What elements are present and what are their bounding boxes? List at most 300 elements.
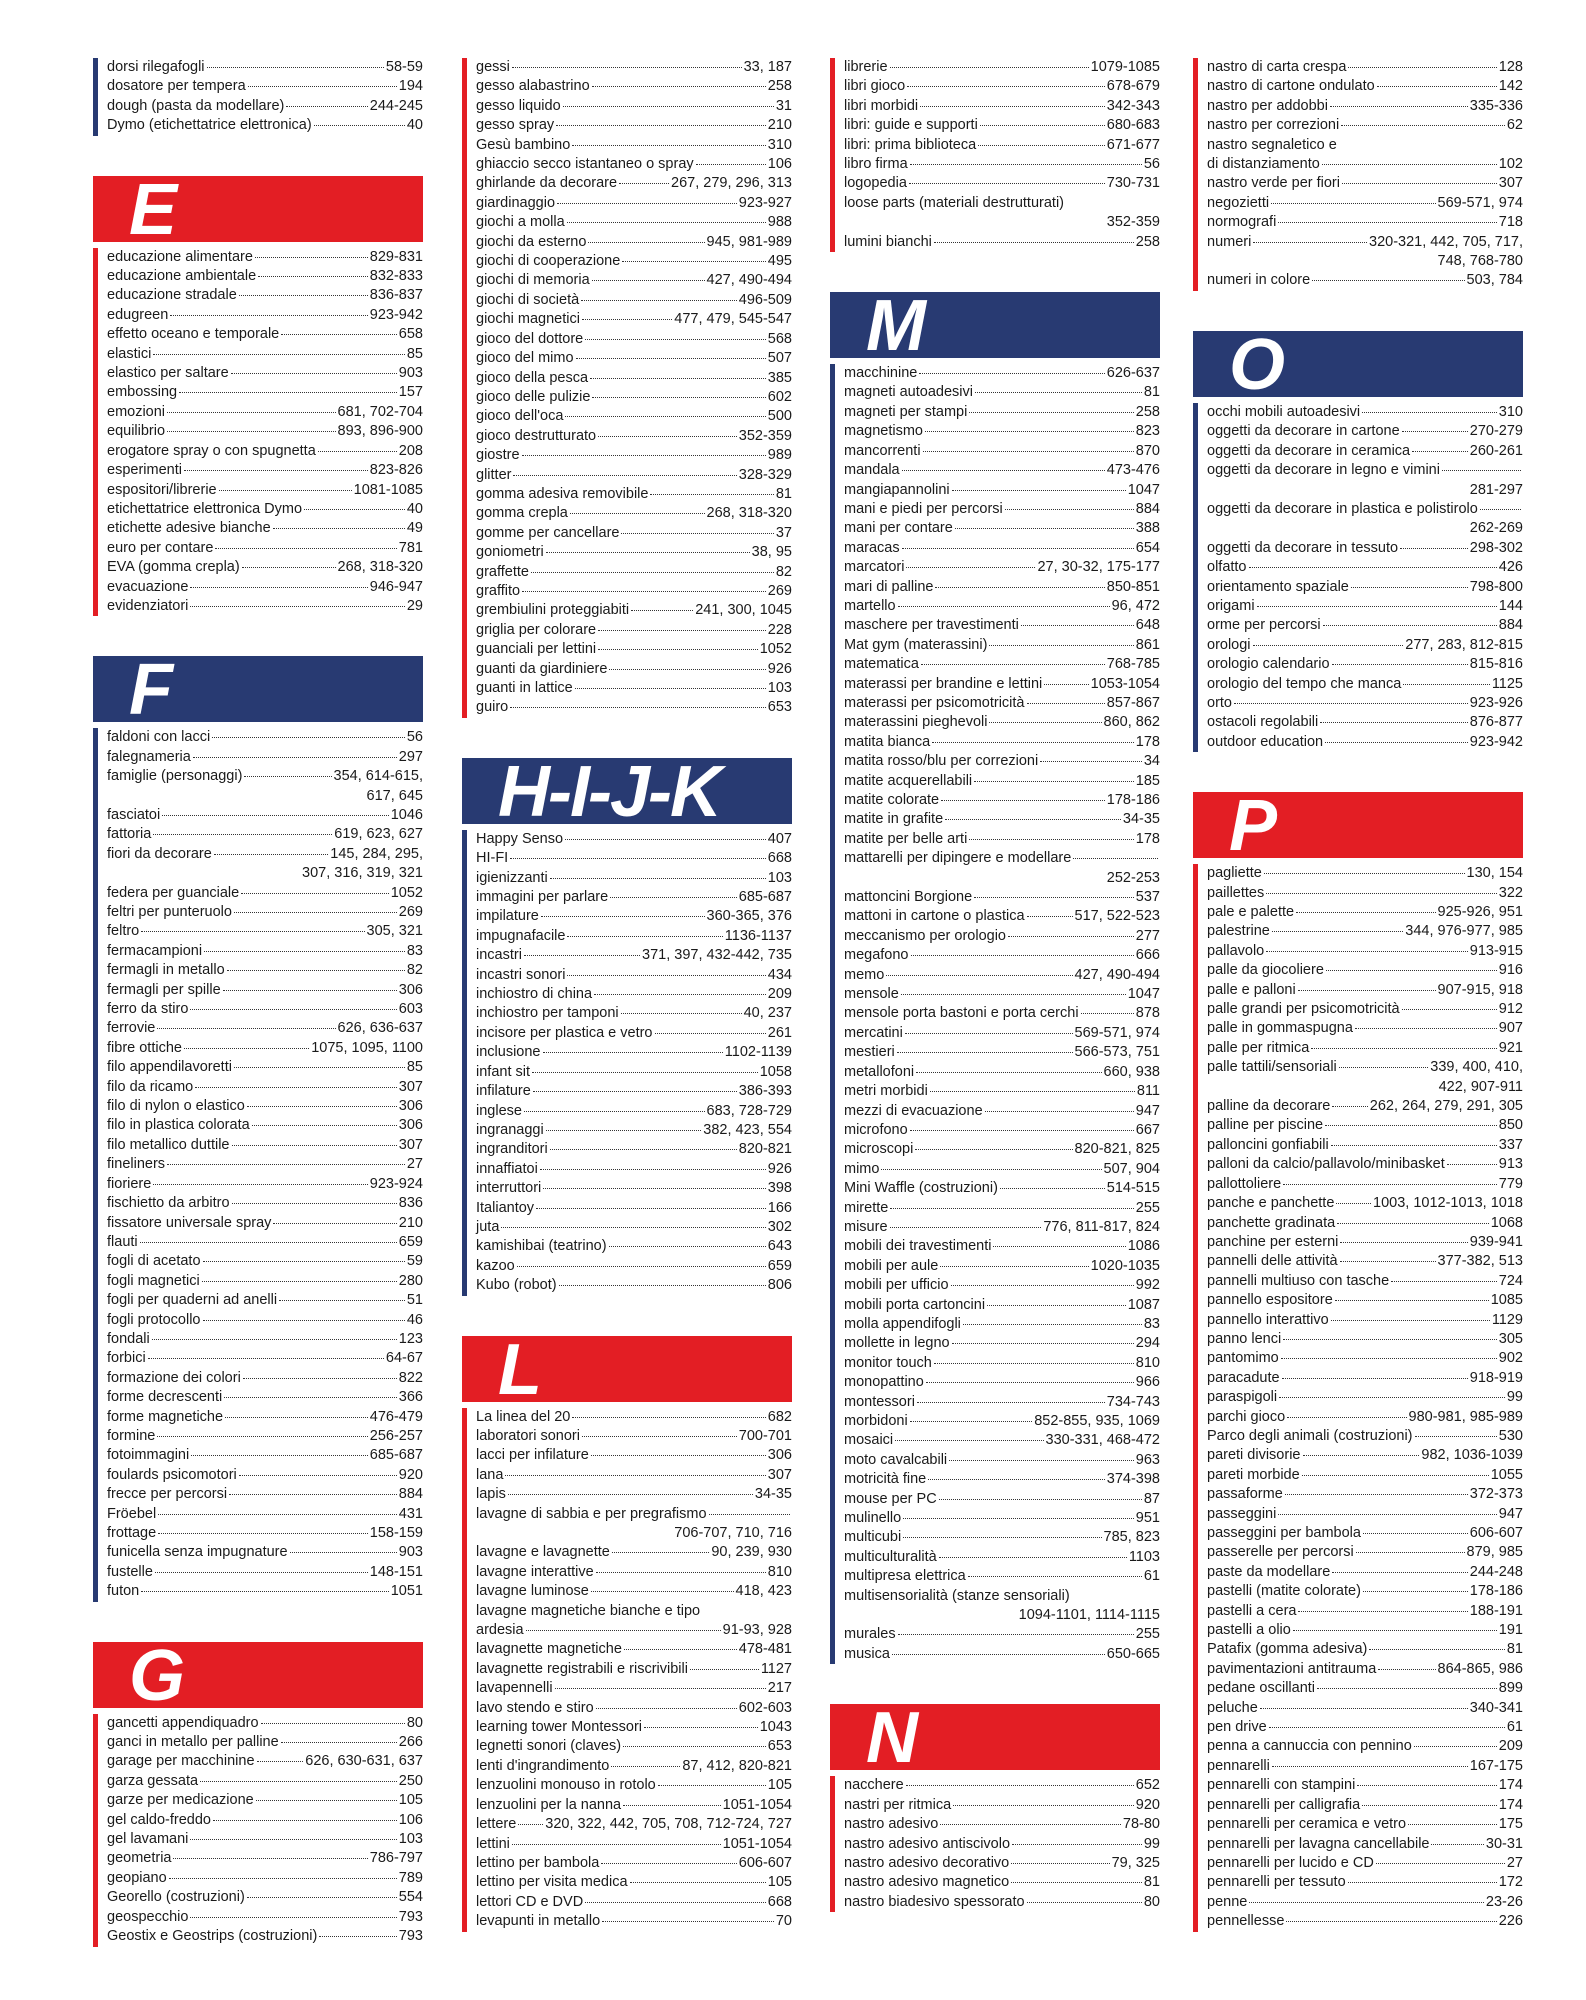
entry-term: monitor touch: [844, 1354, 932, 1371]
dot-leader: [247, 1897, 397, 1898]
index-entry: [476, 888, 792, 907]
section-letter: N: [866, 1698, 916, 1779]
entry-pages: 188-191: [1469, 1602, 1523, 1619]
entry-pages: 884: [1498, 617, 1523, 634]
entry-pages: 823-826: [369, 462, 423, 479]
index-entry: [1207, 1116, 1523, 1135]
entry-pages: 496-509: [738, 291, 792, 308]
entry-pages: 46: [406, 1311, 423, 1328]
index-entry: [1207, 77, 1523, 96]
index-entry: [107, 767, 423, 786]
entry-pages: 653: [767, 699, 792, 716]
dot-leader: [1431, 1844, 1483, 1845]
index-entry: [1207, 616, 1523, 635]
entry-pages: 174: [1498, 1796, 1523, 1813]
dot-leader: [513, 475, 736, 476]
entry-pages: 1051: [390, 1583, 423, 1600]
index-entry: [107, 1524, 423, 1543]
dot-leader: [557, 203, 737, 204]
entry-term: giochi di cooperazione: [476, 253, 621, 270]
index-entry: [844, 1024, 1160, 1043]
index-entry: [844, 116, 1160, 135]
entry-pages: 81: [1143, 1874, 1160, 1891]
entry-pages: 823: [1135, 423, 1160, 440]
dot-leader: [281, 1742, 397, 1743]
index-entry: [1207, 271, 1523, 290]
entry-pages: 768-785: [1106, 656, 1160, 673]
index-entry: [107, 481, 423, 500]
entry-pages: 178-186: [1469, 1583, 1523, 1600]
entry-pages: 810: [1135, 1354, 1160, 1371]
dot-leader: [215, 548, 396, 549]
entry-term: mari di palline: [844, 578, 934, 595]
dot-leader: [1348, 67, 1496, 68]
index-entry: [107, 922, 423, 941]
index-entry: [107, 845, 423, 864]
index-entry: [107, 1311, 423, 1330]
entry-term: fogli per quaderni ad anelli: [107, 1292, 278, 1309]
index-entry: [476, 310, 792, 329]
entry-pages: 776, 811-817, 824: [1043, 1218, 1160, 1235]
entry-term: educazione stradale: [107, 287, 237, 304]
entry-pages: 658: [398, 326, 423, 343]
entry-pages: 668: [767, 1893, 792, 1910]
index-entry: [1207, 1446, 1523, 1465]
entry-term: paracadute: [1207, 1369, 1280, 1386]
index-entry: [1207, 1854, 1523, 1873]
entry-pages: 878: [1135, 1005, 1160, 1022]
dot-leader: [941, 800, 1105, 801]
index-entry: [476, 1737, 792, 1756]
index-entry: [476, 1621, 792, 1640]
dot-leader: [590, 378, 766, 379]
entry-pages: 907: [1498, 1020, 1523, 1037]
index-entry: [107, 248, 423, 267]
index-entry: [476, 563, 792, 582]
entry-pages: 30-31: [1485, 1835, 1523, 1852]
dot-leader: [1332, 664, 1468, 665]
entry-list: [462, 830, 792, 1296]
entry-term: negozietti: [1207, 194, 1270, 211]
entry-term: lettino per visita medica: [476, 1874, 628, 1891]
entry-pages: 144: [1498, 597, 1523, 614]
entry-term: filo in plastica colorata: [107, 1117, 250, 1134]
entry-term: lavo stendo e stiro: [476, 1699, 594, 1716]
entry-pages: 789: [398, 1869, 423, 1886]
dot-leader: [241, 893, 389, 894]
entry-term: palle da giocoliere: [1207, 962, 1324, 979]
index-entry: [476, 155, 792, 174]
index-entry: [844, 1334, 1160, 1353]
index-entry: [476, 1004, 792, 1023]
entry-pages: 478-481: [738, 1641, 792, 1658]
entry-pages: 884: [1135, 500, 1160, 517]
dot-leader: [1278, 222, 1496, 223]
dot-leader: [1249, 567, 1497, 568]
entry-pages: 398: [767, 1180, 792, 1197]
entry-pages: 330-331, 468-472: [1045, 1432, 1160, 1449]
entry-term: incisore per plastica e vetro: [476, 1024, 653, 1041]
dot-leader: [531, 572, 774, 573]
entry-term: mattarelli per dipingere e modellare: [844, 850, 1072, 867]
entry-term: orologio del tempo che manca: [1207, 675, 1402, 692]
entry-pages: 1075, 1095, 1100: [311, 1039, 423, 1056]
dot-leader: [179, 392, 397, 393]
entry-term: molla appendifogli: [844, 1315, 961, 1332]
dot-leader: [619, 183, 669, 184]
entry-pages: 105: [767, 1777, 792, 1794]
index-entry: [844, 1354, 1160, 1373]
entry-pages: 923-927: [738, 194, 792, 211]
dot-leader: [232, 1203, 397, 1204]
entry-term: lapis: [476, 1486, 506, 1503]
entry-pages: 374-398: [1106, 1471, 1160, 1488]
index-column-3: [830, 58, 1160, 1912]
index-entry: [107, 1116, 423, 1135]
entry-pages: 178: [1135, 830, 1160, 847]
entry-term: gel lavamani: [107, 1831, 189, 1848]
index-entry: [107, 1466, 423, 1485]
dot-leader: [1342, 183, 1497, 184]
entry-term: nastro segnaletico e: [1207, 136, 1337, 153]
entry-pages: 700-701: [738, 1427, 792, 1444]
dot-leader: [621, 533, 773, 534]
index-entry: [107, 1446, 423, 1465]
dot-leader: [318, 451, 397, 452]
dot-leader: [510, 707, 766, 708]
dot-leader: [524, 955, 640, 956]
dot-leader: [247, 1106, 397, 1107]
index-entry: [107, 539, 423, 558]
index-entry: [1207, 500, 1523, 519]
index-entry: [107, 825, 423, 844]
entry-pages: 307: [767, 1466, 792, 1483]
entry-term: juta: [476, 1218, 500, 1235]
index-entry: [1207, 97, 1523, 116]
entry-pages: 322: [1498, 884, 1523, 901]
dot-leader: [158, 1514, 397, 1515]
dot-leader: [989, 645, 1133, 646]
section-header: [462, 751, 792, 832]
dot-leader: [1249, 1902, 1484, 1903]
entry-pages: 106: [398, 1811, 423, 1828]
index-entry: [844, 1218, 1160, 1237]
index-entry: [1207, 1466, 1523, 1485]
entry-pages: 81: [1143, 384, 1160, 401]
entry-pages: 648: [1135, 617, 1160, 634]
entry-term: nastro per addobbi: [1207, 97, 1328, 114]
dot-leader: [1415, 1436, 1497, 1437]
index-entry: [107, 500, 423, 519]
entry-pages: 820-821, 825: [1074, 1141, 1160, 1158]
index-entry: [844, 1160, 1160, 1179]
entry-term: erogatore spray o con spugnetta: [107, 442, 316, 459]
entry-pages: 360-365, 376: [706, 908, 792, 925]
dot-leader: [658, 1785, 766, 1786]
entry-pages: 241, 300, 1045: [695, 602, 792, 619]
entry-term: effetto oceano e temporale: [107, 326, 280, 343]
entry-pages: 476-479: [369, 1408, 423, 1425]
dot-leader: [1253, 645, 1404, 646]
entry-term: elastico per saltare: [107, 365, 229, 382]
entry-term: nastro adesivo antiscivolo: [844, 1835, 1011, 1852]
entry-term: palle tattili/sensoriali: [1207, 1059, 1337, 1076]
index-entry: [1207, 1175, 1523, 1194]
index-entry: [476, 77, 792, 96]
entry-pages: 260-261: [1469, 442, 1523, 459]
entry-pages: 1052: [759, 641, 792, 658]
entry-term: pennarelli per ceramica e vetro: [1207, 1816, 1407, 1833]
index-entry: [476, 1082, 792, 1101]
dot-leader: [1266, 893, 1497, 894]
dot-leader: [190, 1917, 396, 1918]
dot-leader: [546, 1130, 702, 1131]
entry-term: materassi per psicomotricità: [844, 694, 1025, 711]
dot-leader: [203, 1320, 405, 1321]
dot-leader: [1287, 1417, 1406, 1418]
entry-term: mani e piedi per percorsi: [844, 500, 1003, 517]
index-entry: [844, 77, 1160, 96]
entry-pages: 1079-1085: [1090, 59, 1160, 75]
entry-term: pastelli a cera: [1207, 1602, 1297, 1619]
index-entry: [844, 1296, 1160, 1315]
dot-leader: [167, 412, 336, 413]
entry-term: palline da decorare: [1207, 1098, 1331, 1115]
entry-pages: 626-637: [1106, 365, 1160, 382]
entry-pages: 918-919: [1469, 1369, 1523, 1386]
dot-leader: [572, 1417, 765, 1418]
entry-pages: 806: [767, 1277, 792, 1294]
section-header: [830, 1698, 1160, 1779]
dot-leader: [522, 455, 766, 456]
dot-leader: [591, 1591, 734, 1592]
index-entry: [107, 942, 423, 961]
entry-term: filo da ricamo: [107, 1078, 194, 1095]
entry-term: matita rosso/blu per correzioni: [844, 753, 1039, 770]
entry-term: inclusione: [476, 1044, 541, 1061]
entry-term: pale e palette: [1207, 904, 1295, 920]
entry-pages: 920: [1135, 1796, 1160, 1813]
dot-leader: [190, 606, 404, 607]
dot-leader: [565, 839, 766, 840]
entry-pages: 82: [775, 563, 792, 580]
index-entry: [844, 233, 1160, 252]
entry-pages: 99: [1506, 1389, 1523, 1406]
dot-leader: [1335, 1300, 1489, 1301]
index-entry: [844, 58, 1160, 77]
index-entry: [1207, 1757, 1523, 1776]
dot-leader: [985, 1111, 1134, 1112]
index-entry: [476, 233, 792, 252]
entry-pages: 70: [775, 1913, 792, 1930]
entry-pages: 83: [1143, 1315, 1160, 1332]
entry-pages: 660, 938: [1103, 1063, 1160, 1080]
index-entry: [844, 500, 1160, 519]
entry-term: mercatini: [844, 1024, 903, 1041]
index-entry: [844, 694, 1160, 713]
index-entry: [844, 869, 1160, 888]
dot-leader: [1302, 1475, 1489, 1476]
dot-leader: [892, 1654, 1105, 1655]
index-entry: [107, 1078, 423, 1097]
entry-term: origami: [1207, 597, 1255, 614]
section-header: [93, 650, 423, 731]
entry-pages: 926: [767, 1160, 792, 1177]
dot-leader: [1403, 684, 1490, 685]
entry-pages: 56: [406, 729, 423, 746]
dot-leader: [152, 1339, 397, 1340]
index-section-f: [93, 650, 423, 1601]
entry-term: fischietto da arbitro: [107, 1195, 230, 1212]
entry-pages: 340-341: [1469, 1699, 1523, 1716]
index-entry: [107, 1869, 423, 1888]
entry-term: marcatori: [844, 559, 905, 576]
index-entry: [476, 1699, 792, 1718]
index-entry: [1207, 1485, 1523, 1504]
entry-pages: 850: [1498, 1117, 1523, 1134]
entry-pages: 210: [767, 117, 792, 134]
entry-term: griglia per colorare: [476, 621, 597, 638]
entry-term: kazoo: [476, 1257, 515, 1274]
dot-leader: [989, 722, 1101, 723]
dot-leader: [969, 839, 1133, 840]
entry-pages: 1094-1101, 1114-1115: [1018, 1607, 1160, 1624]
entry-pages: 27: [406, 1156, 423, 1173]
entry-term: nastri per ritmica: [844, 1796, 952, 1813]
entry-pages: 925-926, 951: [1437, 904, 1523, 920]
entry-term: mani per contare: [844, 520, 953, 537]
entry-term: gioco dell'oca: [476, 408, 564, 425]
entry-pages: 40: [406, 117, 423, 134]
index-entry: [844, 97, 1160, 116]
dot-leader: [895, 1440, 1043, 1441]
index-entry: [844, 1873, 1160, 1892]
index-entry: [107, 519, 423, 538]
dot-leader: [567, 975, 765, 976]
index-entry: [476, 1218, 792, 1237]
entry-term: magneti per stampi: [844, 403, 968, 420]
entry-term: formazione dei colori: [107, 1369, 241, 1386]
index-entry: [476, 582, 792, 601]
dot-leader: [170, 315, 368, 316]
index-entry: [107, 1849, 423, 1868]
entry-term: matite per belle arti: [844, 830, 968, 847]
index-entry: [476, 1466, 792, 1485]
dot-leader: [1040, 761, 1142, 762]
entry-pages: 718: [1498, 214, 1523, 231]
index-entry: [107, 1252, 423, 1271]
index-entry: [1207, 539, 1523, 558]
dot-leader: [1402, 431, 1468, 432]
entry-pages: 982, 1036-1039: [1421, 1447, 1523, 1464]
index-entry: [1207, 1912, 1523, 1931]
entry-term: magneti autoadesivi: [844, 384, 973, 401]
entry-pages: 1047: [1127, 481, 1160, 498]
entry-pages: 426: [1498, 559, 1523, 576]
entry-term: educazione ambientale: [107, 268, 257, 285]
entry-pages: 158-159: [369, 1525, 423, 1541]
index-entry: [476, 271, 792, 290]
entry-term: giochi di società: [476, 291, 580, 308]
dot-leader: [1253, 242, 1367, 243]
entry-term: musica: [844, 1645, 890, 1662]
index-entry: [107, 1927, 423, 1946]
entry-term: giochi di memoria: [476, 272, 590, 289]
section-header: [1193, 786, 1523, 867]
entry-pages: 174: [1498, 1777, 1523, 1794]
dot-leader: [550, 1149, 737, 1150]
entry-term: pannello espositore: [1207, 1292, 1333, 1309]
dot-leader: [1330, 106, 1468, 107]
entry-term: mobili porta cartoncini: [844, 1296, 986, 1313]
entry-term: frecce per percorsi: [107, 1486, 228, 1503]
dot-leader: [570, 513, 705, 514]
entry-pages: 951: [1135, 1510, 1160, 1527]
entry-pages: 1020-1035: [1090, 1257, 1160, 1274]
index-entry: [1207, 233, 1523, 252]
entry-term: metallofoni: [844, 1063, 915, 1080]
index-entry: [1207, 1136, 1523, 1155]
entry-pages: 667: [1135, 1121, 1160, 1138]
entry-term: incastri sonori: [476, 966, 566, 983]
index-entry: [1207, 1835, 1523, 1854]
entry-term: dorsi rilegafogli: [107, 59, 205, 75]
dot-leader: [622, 261, 766, 262]
dot-leader: [158, 1533, 368, 1534]
entry-term: gioco destrutturato: [476, 427, 597, 444]
dot-leader: [585, 339, 766, 340]
dot-leader: [631, 610, 693, 611]
entry-pages: 34-35: [754, 1486, 792, 1503]
dot-leader: [214, 854, 328, 855]
dot-leader: [193, 757, 397, 758]
entry-term: matite in grafite: [844, 811, 944, 828]
entry-term: panchine per esterni: [1207, 1233, 1339, 1250]
entry-term: Dymo (etichettatrice elettronica): [107, 117, 312, 134]
dot-leader: [532, 1072, 758, 1073]
dot-leader: [1021, 625, 1134, 626]
index-entry: [844, 364, 1160, 383]
dot-leader: [304, 509, 405, 510]
dot-leader: [592, 397, 765, 398]
index-entry: [476, 1524, 792, 1543]
index-entry: [476, 660, 792, 679]
dot-leader: [536, 1208, 766, 1209]
entry-list: [830, 1776, 1160, 1912]
index-section-n: [830, 1698, 1160, 1912]
dot-leader: [975, 392, 1142, 393]
entry-pages: 685-687: [738, 889, 792, 906]
index-entry: [844, 888, 1160, 907]
entry-pages: 427, 490-494: [706, 272, 792, 289]
index-entry: [107, 1330, 423, 1349]
dot-leader: [167, 1164, 405, 1165]
section-letter: P: [1229, 786, 1276, 867]
dot-leader: [203, 1261, 405, 1262]
entry-term: HI-FI: [476, 850, 509, 867]
entry-term: Patafix (gomma adesiva): [1207, 1641, 1368, 1658]
dot-leader: [543, 1052, 723, 1053]
dot-leader: [546, 552, 750, 553]
entry-pages: 305: [1498, 1330, 1523, 1347]
entry-pages: 884: [398, 1486, 423, 1503]
entry-pages: 913-915: [1469, 942, 1523, 959]
entry-term: mensole porta bastoni e porta cerchi: [844, 1005, 1079, 1022]
dot-leader: [1320, 722, 1468, 723]
dot-leader: [563, 106, 774, 107]
entry-term: mobili per ufficio: [844, 1277, 949, 1294]
dot-leader: [906, 1785, 1134, 1786]
